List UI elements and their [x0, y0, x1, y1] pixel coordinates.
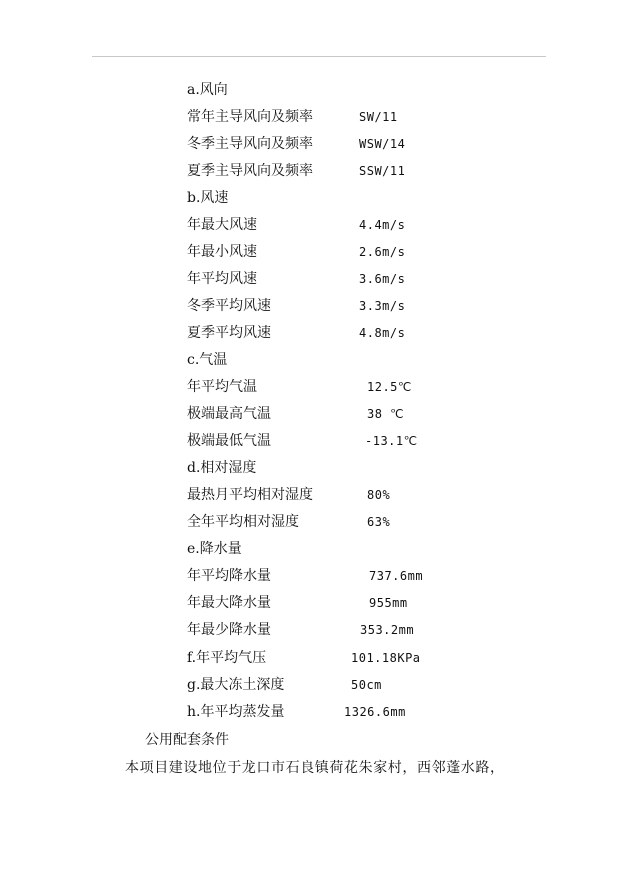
row-value: 1326.6mm [344, 705, 406, 719]
row-value: -13.1℃ [365, 434, 418, 448]
row-label: 年平均气温 [187, 379, 257, 395]
row-label: 冬季平均风速 [187, 298, 271, 314]
row-value: 38 ℃ [367, 407, 405, 421]
row-label: 全年平均相对湿度 [187, 514, 299, 530]
row-value: 353.2mm [360, 623, 415, 637]
row-value: 737.6mm [369, 569, 424, 583]
row-value: 101.18KPa [351, 651, 421, 665]
section-title: a.风向 [187, 82, 228, 98]
row-value: 3.6m/s [359, 272, 406, 286]
row-label: 冬季主导风向及频率 [187, 136, 313, 152]
row-label: f.年平均气压 [187, 650, 267, 666]
row-value: WSW/14 [359, 137, 406, 151]
row-value: 3.3m/s [359, 299, 406, 313]
row-value: 2.6m/s [359, 245, 406, 259]
row-label: 年最大风速 [187, 217, 257, 233]
section-title: c.气温 [187, 352, 228, 368]
row-label: 夏季平均风速 [187, 325, 271, 341]
row-label: 极端最低气温 [187, 433, 271, 449]
row-value: SSW/11 [359, 164, 406, 178]
section-title: e.降水量 [187, 541, 242, 557]
row-label: h.年平均蒸发量 [187, 704, 285, 720]
row-value: 4.4m/s [359, 218, 406, 232]
section-title: d.相对湿度 [187, 460, 257, 476]
row-label: 最热月平均相对湿度 [187, 487, 313, 503]
row-value: 12.5℃ [367, 380, 412, 394]
row-label: g.最大冻土深度 [187, 677, 285, 693]
row-value: 50cm [351, 678, 382, 692]
row-label: 夏季主导风向及频率 [187, 163, 313, 179]
row-label: 年最大降水量 [187, 595, 271, 611]
row-label: 年最少降水量 [187, 622, 271, 638]
row-value: 955mm [369, 596, 408, 610]
row-label: 年平均风速 [187, 271, 257, 287]
row-label: 常年主导风向及频率 [187, 109, 313, 125]
row-value: SW/11 [359, 110, 398, 124]
section-title: b.风速 [187, 190, 229, 206]
row-label: 年平均降水量 [187, 568, 271, 584]
body-paragraph: 本项目建设地位于龙口市石良镇荷花朱家村，西邻蓬水路， [125, 760, 505, 776]
row-label: 年最小风速 [187, 244, 257, 260]
row-value: 4.8m/s [359, 326, 406, 340]
row-value: 80% [367, 488, 391, 502]
header-rule [92, 56, 546, 57]
row-value: 63% [367, 515, 391, 529]
heading-text: 公用配套条件 [145, 732, 229, 748]
row-label: 极端最高气温 [187, 406, 271, 422]
